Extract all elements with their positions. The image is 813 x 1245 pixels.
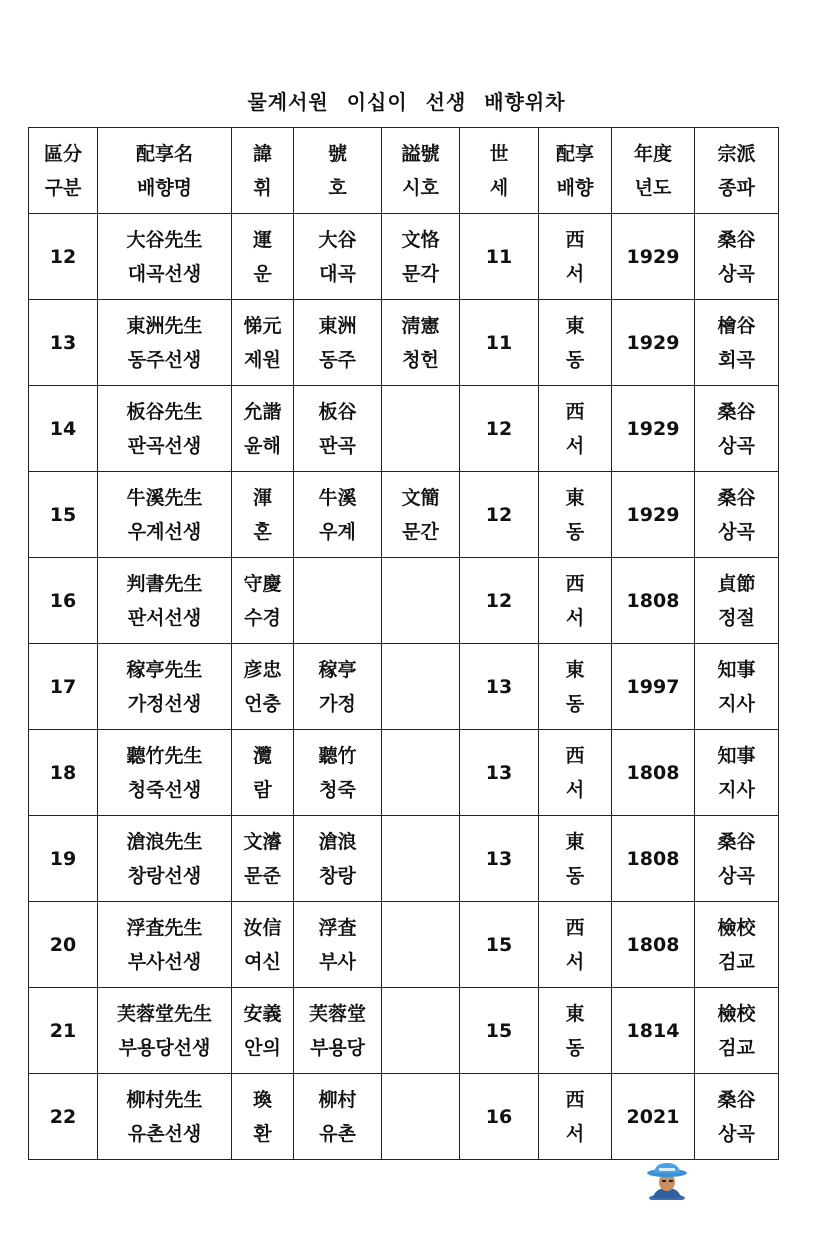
table-row xyxy=(29,1074,779,1160)
posthumous-title-cell xyxy=(382,1074,460,1160)
generation-cell: 13 xyxy=(460,730,539,816)
posthumous-title-cell xyxy=(382,558,460,644)
page-title: 물계서원 이십이 선생 배향위차 xyxy=(247,90,566,114)
name-cell: 芙蓉堂先生 부용당선생 xyxy=(98,988,232,1074)
pen-name-cell: 東洲 동주 xyxy=(294,300,382,386)
name-cell: 聽竹先生 청죽선생 xyxy=(98,730,232,816)
posthumous-title-cell xyxy=(382,988,460,1074)
branch-cell: 檢校 검교 xyxy=(695,988,779,1074)
posthumous-title-cell xyxy=(382,816,460,902)
posthumous-title-cell: 淸憲 청헌 xyxy=(382,300,460,386)
position-cell: 西 서 xyxy=(539,902,612,988)
generation-cell: 12 xyxy=(460,472,539,558)
pen-name-cell: 稼亭 가정 xyxy=(294,644,382,730)
name-cell: 大谷先生 대곡선생 xyxy=(98,214,232,300)
generation-cell: 16 xyxy=(460,1074,539,1160)
year-cell: 1929 xyxy=(612,300,695,386)
header-cell: 謚號 시호 xyxy=(382,128,460,214)
row-number-cell: 13 xyxy=(29,300,98,386)
year-cell: 1929 xyxy=(612,472,695,558)
generation-cell: 13 xyxy=(460,644,539,730)
position-cell: 東 동 xyxy=(539,472,612,558)
posthumous-title-cell: 文恪 문각 xyxy=(382,214,460,300)
table-row xyxy=(29,902,779,988)
row-number-cell: 21 xyxy=(29,988,98,1074)
pen-name-cell: 柳村 유촌 xyxy=(294,1074,382,1160)
name-cell: 浮査先生 부사선생 xyxy=(98,902,232,988)
position-cell: 西 서 xyxy=(539,1074,612,1160)
branch-cell: 知事 지사 xyxy=(695,644,779,730)
name-cell: 稼亭先生 가정선생 xyxy=(98,644,232,730)
row-number-cell: 19 xyxy=(29,816,98,902)
year-cell: 1808 xyxy=(612,816,695,902)
pen-name-cell: 大谷 대곡 xyxy=(294,214,382,300)
given-name-cell: 允諧 윤해 xyxy=(232,386,294,472)
table-row xyxy=(29,644,779,730)
name-cell: 柳村先生 유촌선생 xyxy=(98,1074,232,1160)
table-row xyxy=(29,214,779,300)
given-name-cell: 守慶 수경 xyxy=(232,558,294,644)
row-number-cell: 16 xyxy=(29,558,98,644)
year-cell: 2021 xyxy=(612,1074,695,1160)
position-cell: 西 서 xyxy=(539,730,612,816)
given-name-cell: 文濬 문준 xyxy=(232,816,294,902)
row-number-cell: 22 xyxy=(29,1074,98,1160)
table-row xyxy=(29,300,779,386)
given-name-cell: 汝信 여신 xyxy=(232,902,294,988)
branch-cell: 檜谷 회곡 xyxy=(695,300,779,386)
posthumous-title-cell xyxy=(382,730,460,816)
generation-cell: 12 xyxy=(460,386,539,472)
row-number-cell: 18 xyxy=(29,730,98,816)
header-cell: 配享名 배향명 xyxy=(98,128,232,214)
pen-name-cell: 牛溪 우계 xyxy=(294,472,382,558)
header-cell: 宗派 종파 xyxy=(695,128,779,214)
posthumous-title-cell: 文簡 문간 xyxy=(382,472,460,558)
year-cell: 1997 xyxy=(612,644,695,730)
given-name-cell: 渾 혼 xyxy=(232,472,294,558)
given-name-cell: 悌元 제원 xyxy=(232,300,294,386)
position-cell: 西 서 xyxy=(539,386,612,472)
row-number-cell: 14 xyxy=(29,386,98,472)
position-cell: 西 서 xyxy=(539,214,612,300)
branch-cell: 桑谷 상곡 xyxy=(695,816,779,902)
posthumous-title-cell xyxy=(382,902,460,988)
position-cell: 東 동 xyxy=(539,816,612,902)
header-cell: 號 호 xyxy=(294,128,382,214)
header-cell: 世 세 xyxy=(460,128,539,214)
row-number-cell: 15 xyxy=(29,472,98,558)
posthumous-title-cell xyxy=(382,644,460,730)
name-cell: 牛溪先生 우계선생 xyxy=(98,472,232,558)
pen-name-cell: 聽竹 청죽 xyxy=(294,730,382,816)
generation-cell: 11 xyxy=(460,300,539,386)
year-cell: 1929 xyxy=(612,214,695,300)
position-cell: 東 동 xyxy=(539,644,612,730)
generation-cell: 11 xyxy=(460,214,539,300)
year-cell: 1808 xyxy=(612,558,695,644)
name-cell: 判書先生 판서선생 xyxy=(98,558,232,644)
enshrinement-table xyxy=(28,127,779,1160)
table-row xyxy=(29,988,779,1074)
name-cell: 東洲先生 동주선생 xyxy=(98,300,232,386)
generation-cell: 15 xyxy=(460,988,539,1074)
row-number-cell: 12 xyxy=(29,214,98,300)
pen-name-cell: 板谷 판곡 xyxy=(294,386,382,472)
generation-cell: 13 xyxy=(460,816,539,902)
table-row xyxy=(29,472,779,558)
branch-cell: 檢校 검교 xyxy=(695,902,779,988)
header-cell: 年度 년도 xyxy=(612,128,695,214)
row-number-cell: 20 xyxy=(29,902,98,988)
year-cell: 1808 xyxy=(612,902,695,988)
pen-name-cell xyxy=(294,558,382,644)
year-cell: 1929 xyxy=(612,386,695,472)
header-row xyxy=(29,128,779,214)
year-cell: 1808 xyxy=(612,730,695,816)
table-row xyxy=(29,816,779,902)
branch-cell: 桑谷 상곡 xyxy=(695,214,779,300)
position-cell: 西 서 xyxy=(539,558,612,644)
posthumous-title-cell xyxy=(382,386,460,472)
branch-cell: 貞節 정절 xyxy=(695,558,779,644)
header-cell: 諱 휘 xyxy=(232,128,294,214)
given-name-cell: 瑍 환 xyxy=(232,1074,294,1160)
person-in-blue-hat-icon xyxy=(641,1162,693,1200)
table-row xyxy=(29,558,779,644)
pen-name-cell: 浮査 부사 xyxy=(294,902,382,988)
given-name-cell: 灠 람 xyxy=(232,730,294,816)
pen-name-cell: 芙蓉堂 부용당 xyxy=(294,988,382,1074)
year-cell: 1814 xyxy=(612,988,695,1074)
position-cell: 東 동 xyxy=(539,988,612,1074)
generation-cell: 12 xyxy=(460,558,539,644)
name-cell: 滄浪先生 창랑선생 xyxy=(98,816,232,902)
header-cell: 配享 배향 xyxy=(539,128,612,214)
row-number-cell: 17 xyxy=(29,644,98,730)
table-row xyxy=(29,730,779,816)
position-cell: 東 동 xyxy=(539,300,612,386)
pen-name-cell: 滄浪 창랑 xyxy=(294,816,382,902)
branch-cell: 桑谷 상곡 xyxy=(695,472,779,558)
generation-cell: 15 xyxy=(460,902,539,988)
name-cell: 板谷先生 판곡선생 xyxy=(98,386,232,472)
given-name-cell: 安義 안의 xyxy=(232,988,294,1074)
table-row xyxy=(29,386,779,472)
branch-cell: 桑谷 상곡 xyxy=(695,1074,779,1160)
header-cell: 區分 구분 xyxy=(29,128,98,214)
branch-cell: 知事 지사 xyxy=(695,730,779,816)
given-name-cell: 彦忠 언충 xyxy=(232,644,294,730)
branch-cell: 桑谷 상곡 xyxy=(695,386,779,472)
given-name-cell: 運 운 xyxy=(232,214,294,300)
